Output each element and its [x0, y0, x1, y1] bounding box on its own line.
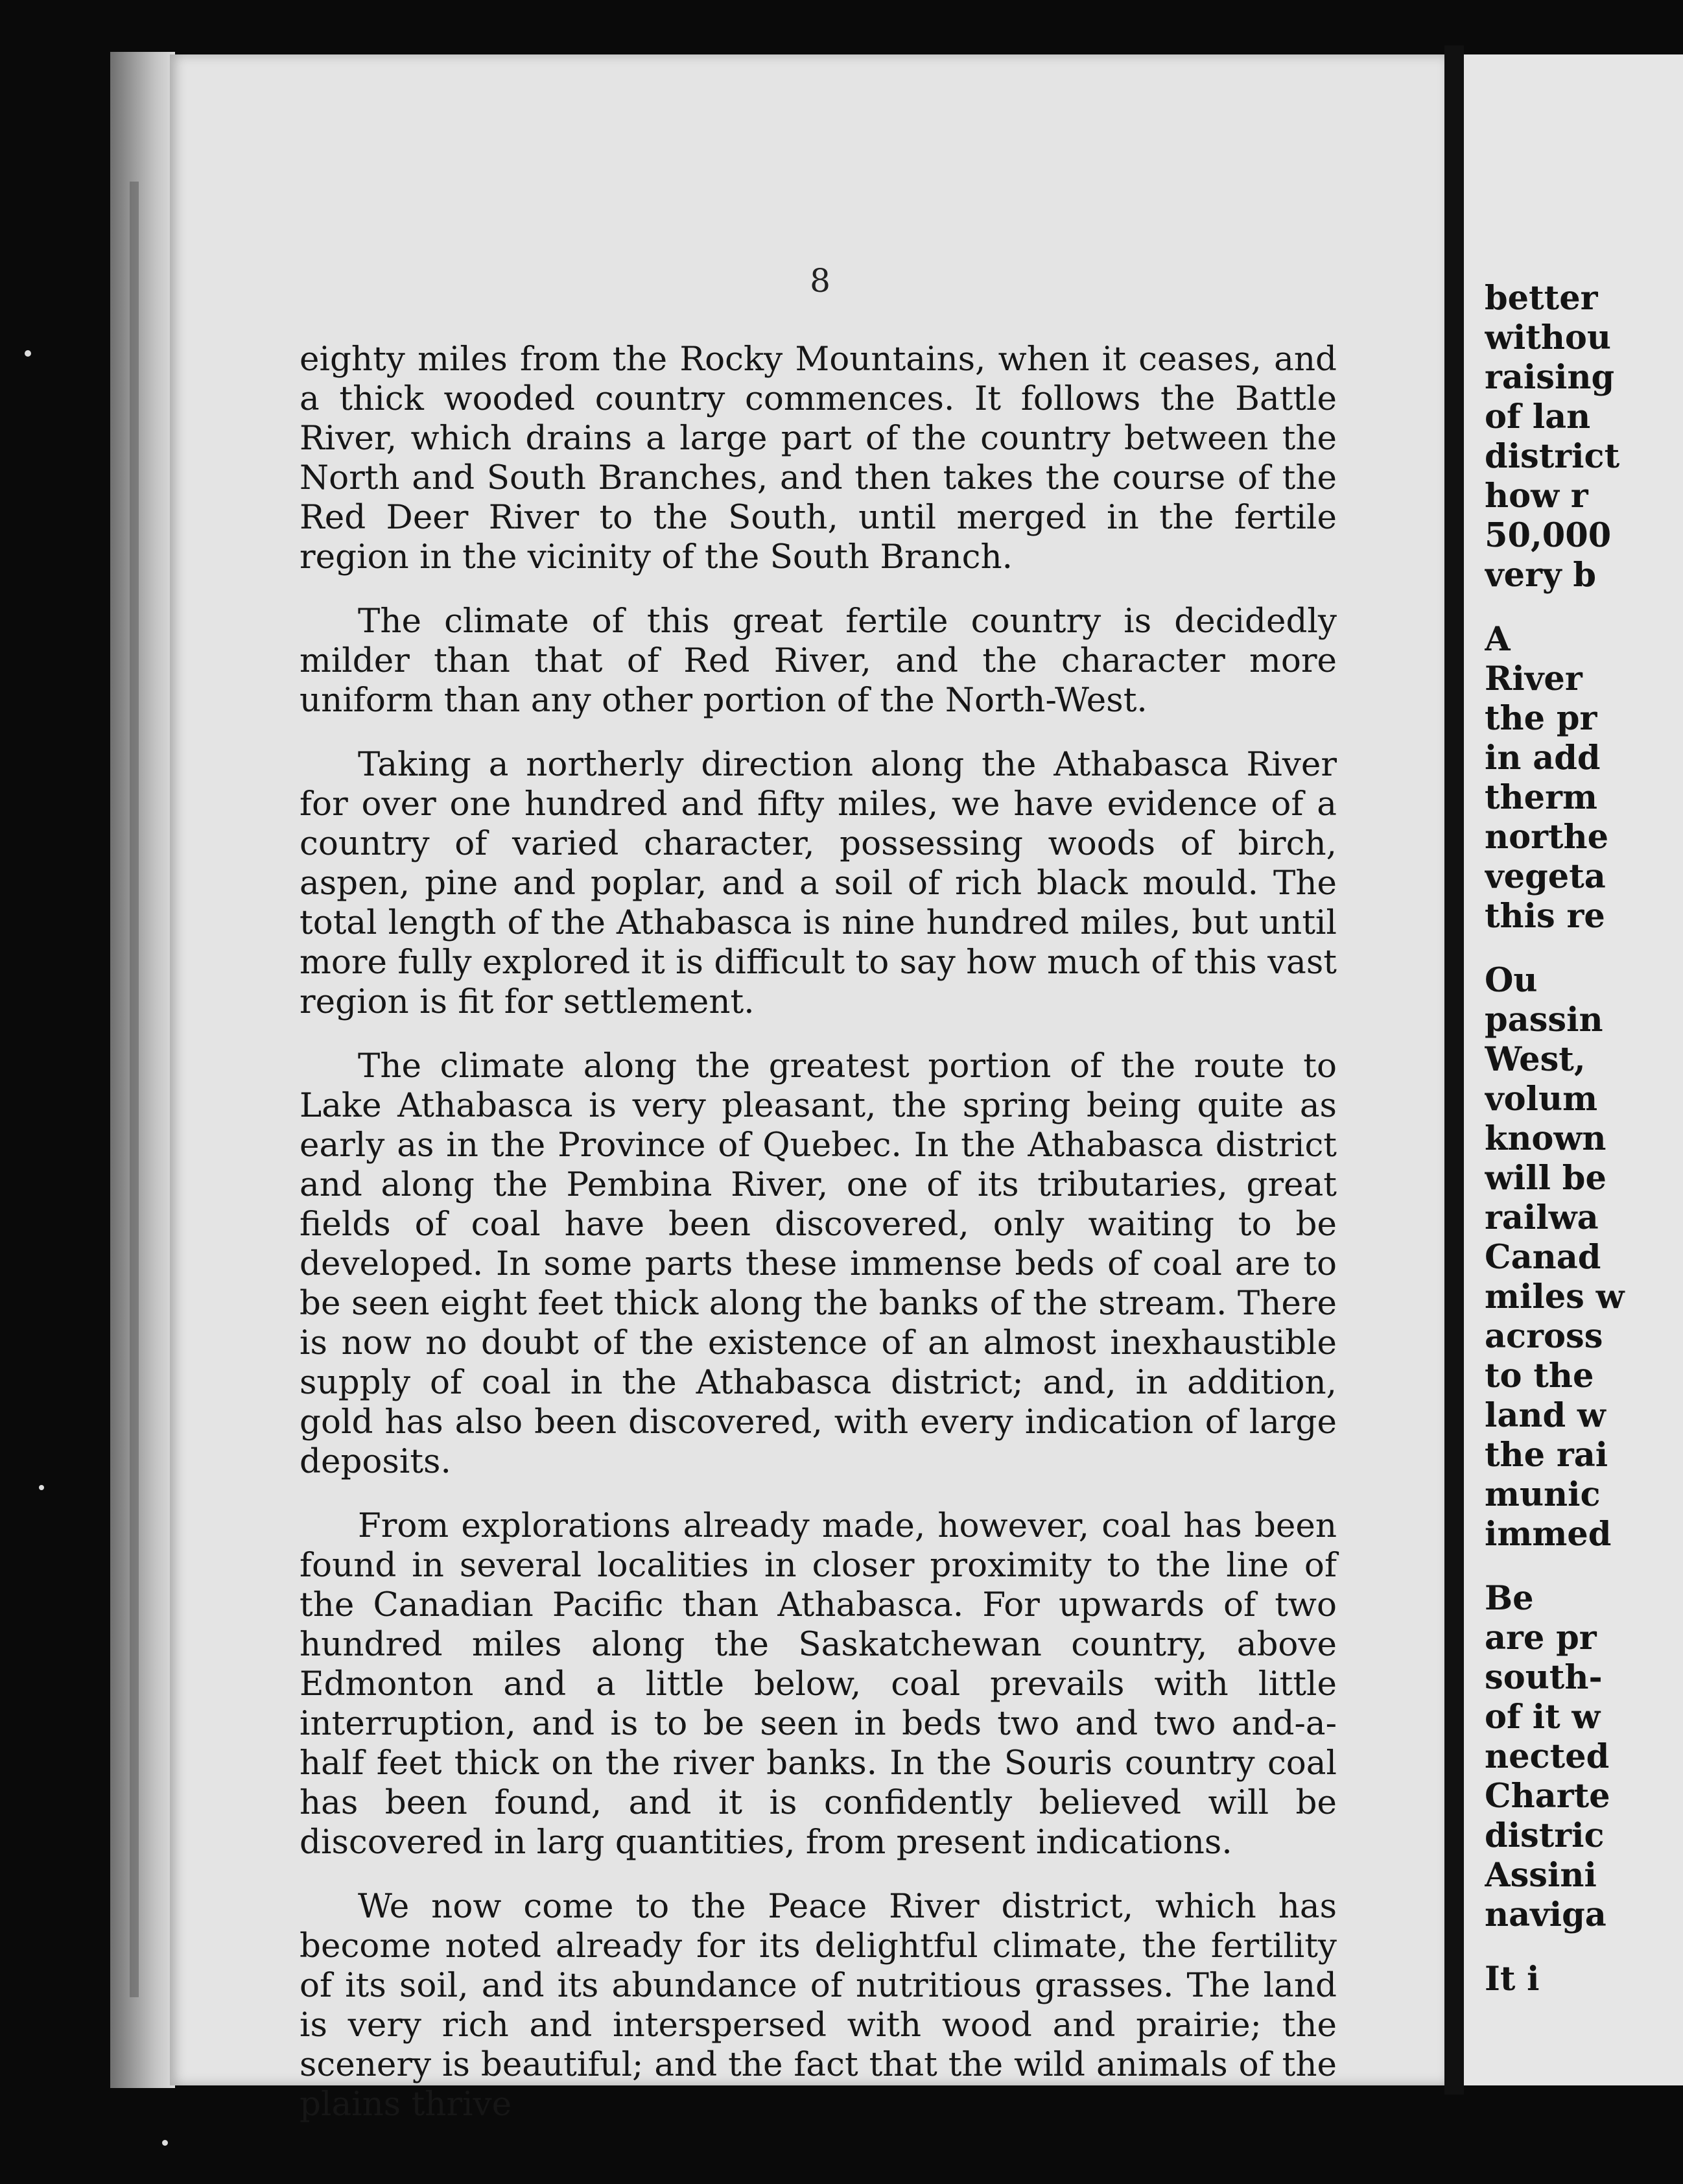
facing-page-text [1485, 279, 1683, 1999]
facing-page-line: known [1485, 1119, 1607, 1158]
paragraph-2: The climate of this great fertile country is decidedly milder than that of Red River, and the character more uniform than any other portion of the North-West. [300, 602, 1337, 720]
facing-page-line: the rai [1485, 1436, 1608, 1475]
binding-shadow [130, 182, 139, 1997]
facing-page-line: West, [1485, 1040, 1586, 1079]
facing-page-line: distric [1485, 1816, 1605, 1855]
paragraph-gap [1485, 1554, 1683, 1579]
facing-page-line: River [1485, 659, 1583, 698]
page-number: 8 [810, 262, 830, 300]
paragraph-3: Taking a northerly direction along the Athabasca River for over one hundred and fifty miles, we have evidence of a country of varied character, possessing woods of birch, aspen, pine and poplar, and a soil of rich black mould. The total length of the Athabasca is nine hundred miles, but until more fully explored it is difficult to say how much of this vast region is fit for settlement. [300, 745, 1337, 1021]
facing-page-line: in add [1485, 739, 1601, 777]
paragraph-gap [1485, 1935, 1683, 1960]
left-page-edge [110, 52, 175, 2088]
scan-speck [162, 2140, 168, 2146]
facing-page-line: across [1485, 1317, 1603, 1356]
facing-page-line: very b [1485, 556, 1597, 595]
paragraph-gap [1485, 936, 1683, 961]
paragraph-gap [1485, 595, 1683, 620]
facing-page-line: are pr [1485, 1619, 1597, 1657]
facing-page-line: railwa [1485, 1198, 1599, 1237]
facing-page-line: A [1485, 620, 1511, 659]
facing-page-line: northe [1485, 818, 1609, 857]
facing-page-line: district [1485, 437, 1620, 476]
book-page [170, 54, 1444, 2124]
facing-page-line: volum [1485, 1080, 1598, 1119]
facing-page-line: nected [1485, 1737, 1610, 1776]
facing-page-line: passin [1485, 1001, 1603, 1039]
paragraph-1: eighty miles from the Rocky Mountains, when it ceases, and a thick wooded country commences. It follows the Battle River, which drains a large part of the country between the North and South Branches, and then takes the course of the Red Deer River to the South, until merged in the fertile region in the vicinity of the South Branch. [300, 340, 1337, 576]
facing-page-line: withou [1485, 318, 1612, 357]
facing-page-line: miles w [1485, 1277, 1625, 1316]
facing-page-line: raising [1485, 358, 1615, 397]
page-body-text [300, 340, 1337, 2149]
paragraph-5: From explorations already made, however, coal has been found in several localities in closer proximity to the line of the Canadian Pacific than Athabasca. For upwards of two hundred miles along the Saskatchewan country, above Edmonton and a little below, coal prevails with little interruption, and is to be seen in beds two and two and-a-half feet thick on the river banks. In the Souris country coal has been found, and it is confidently believed will be discovered in larg quantities, from present indications. [300, 1506, 1337, 1862]
facing-page-line: Ou [1485, 961, 1538, 1000]
facing-page-line: immed [1485, 1515, 1612, 1554]
page-gutter [1444, 45, 1464, 2095]
facing-page-line: how r [1485, 477, 1588, 516]
facing-page-line: to the [1485, 1357, 1594, 1395]
facing-page-line: of it w [1485, 1698, 1601, 1737]
facing-page-line: this re [1485, 897, 1605, 936]
facing-page-line: naviga [1485, 1895, 1607, 1934]
facing-page-line: vegeta [1485, 857, 1606, 896]
facing-page-line: will be [1485, 1159, 1607, 1198]
paragraph-6: We now come to the Peace River district, which has become noted already for its delightful climate, the fertility of its soil, and its abundance of nutritious grasses. The land is very rich and interspersed with wood and prairie; the scenery is beautiful; and the fact that the wild animals of the plains thrive [300, 1887, 1337, 2124]
scan-speck [25, 350, 31, 357]
facing-page-line: therm [1485, 778, 1597, 817]
facing-page-line: the pr [1485, 699, 1597, 738]
facing-page-line: land w [1485, 1396, 1606, 1435]
paragraph-4: The climate along the greatest portion of the route to Lake Athabasca is very pleasant, the spring being quite as early as in the Province of Quebec. In the Athabasca district and along the Pembina River, one of its tributaries, great fields of coal have been discovered, only waiting to be developed. In some parts these immense beds of coal are to be seen eight feet thick along the banks of the stream. There is now no doubt of the existence of an almost inexhaustible supply of coal in the Athabasca district; and, in addition, gold has also been discovered, with every indication of large deposits. [300, 1047, 1337, 1481]
facing-page-line: better [1485, 279, 1598, 318]
facing-page-line: Charte [1485, 1777, 1610, 1816]
facing-page-line: Be [1485, 1579, 1534, 1618]
scan-speck [39, 1485, 44, 1490]
facing-page-line: 50,000 [1485, 516, 1612, 555]
facing-page-line: of lan [1485, 398, 1591, 436]
facing-page-line: Assini [1485, 1856, 1597, 1895]
facing-page-line: It i [1485, 1960, 1540, 1999]
facing-page-line: munic [1485, 1475, 1601, 1514]
facing-page-line: south- [1485, 1658, 1603, 1697]
facing-page-line: Canad [1485, 1238, 1601, 1277]
